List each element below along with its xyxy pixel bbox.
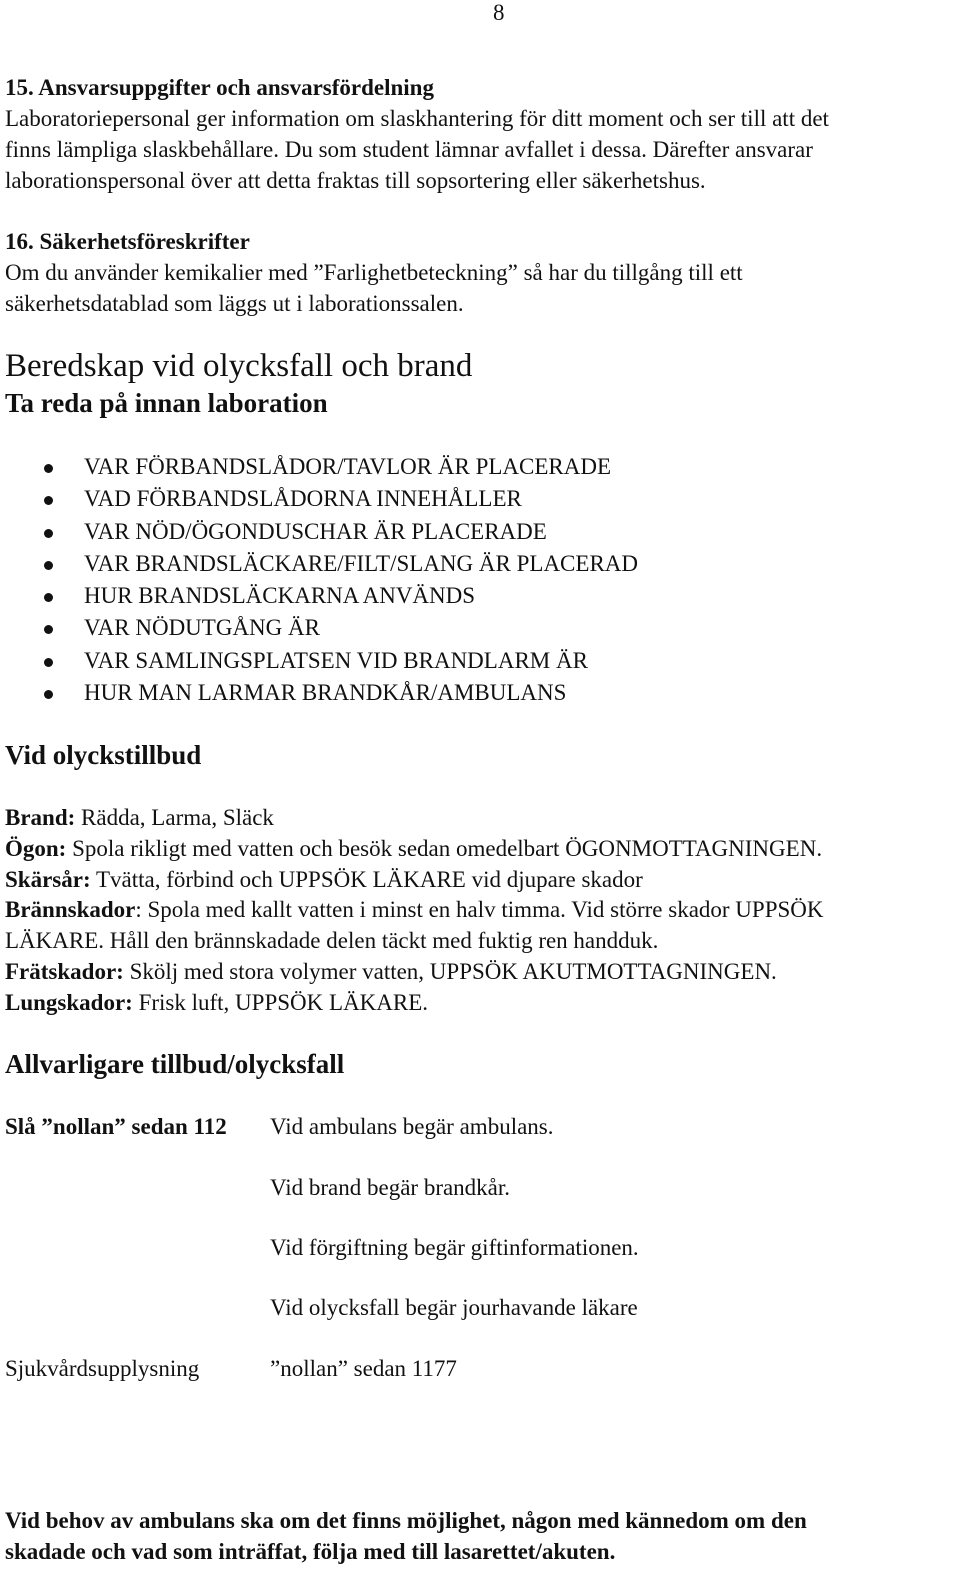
bullet-icon — [44, 690, 53, 699]
list-item-text: HUR MAN LARMAR BRANDKÅR/AMBULANS — [84, 680, 567, 706]
list-item — [0, 612, 638, 644]
page-number: 8 — [493, 0, 505, 25]
injury-row-brannskador — [5, 895, 824, 926]
bullet-icon — [44, 464, 53, 473]
list-item — [0, 580, 638, 612]
preparedness-subtitle: Ta reda på innan laboration — [5, 388, 328, 418]
injury-text: Tvätta, förbind och UPPSÖK LÄKARE vid djupare skador — [90, 866, 643, 892]
list-item-text: VAD FÖRBANDSLÅDORNA INNEHÅLLER — [84, 486, 522, 512]
preparedness-title: Beredskap vid olycksfall och brand — [5, 348, 473, 384]
call-instruction: Vid brand begär brandkår. — [270, 1175, 511, 1200]
list-item — [0, 548, 638, 580]
section-16-line: säkerhetsdatablad som läggs ut i laborationssalen. — [5, 291, 464, 316]
list-item — [0, 483, 638, 515]
injury-text: Skölj med stora volymer vatten, UPPSÖK AKUTMOTTAGNINGEN. — [123, 958, 777, 984]
injury-text: Rädda, Larma, Släck — [75, 805, 274, 830]
injury-row-brannskador-cont: LÄKARE. Håll den brännskadade delen täckt med fuktig ren handduk. — [5, 928, 659, 954]
bullet-icon — [44, 625, 53, 634]
bullet-icon — [44, 496, 53, 505]
injury-row-lungskador — [5, 988, 824, 1019]
list-item — [0, 516, 638, 548]
injury-text: Spola rikligt med vatten och besök sedan omedelbart ÖGONMOTTAGNINGEN. — [66, 835, 823, 861]
injury-label: Ögon: — [5, 835, 67, 861]
list-item-text: VAR FÖRBANDSLÅDOR/TAVLOR ÄR PLACERADE — [84, 454, 612, 479]
injury-row-ogon — [5, 834, 824, 865]
list-item — [0, 677, 638, 709]
injury-label: Lungskador: — [5, 989, 133, 1015]
section-16 — [5, 226, 743, 319]
final-note-line: Vid behov av ambulans ska om det finns möjlighet, någon med kännedom om den — [5, 1508, 807, 1533]
injury-text: Frisk luft, UPPSÖK LÄKARE. — [132, 989, 429, 1015]
call-instruction: Vid ambulans begär ambulans. — [270, 1114, 554, 1139]
section-16-line: Om du använder kemikalier med ”Farlighetbeteckning” så har du tillgång till ett — [5, 260, 743, 285]
health-info-number: ”nollan” sedan 1177 — [270, 1356, 457, 1381]
list-item — [0, 451, 638, 483]
injury-row-fratskador — [5, 957, 824, 988]
section-15-heading: 15. Ansvarsuppgifter och ansvarsfördelning — [5, 75, 434, 100]
final-note — [5, 1505, 807, 1567]
list-item-text: HUR BRANDSLÄCKARNA ANVÄNDS — [84, 583, 476, 609]
list-item-text: VAR SAMLINGSPLATSEN VID BRANDLARM ÄR — [84, 647, 588, 673]
injury-label: Skärsår: — [5, 866, 91, 892]
health-info-label: Sjukvårdsupplysning — [5, 1356, 200, 1381]
call-instruction: Vid olycksfall begär jourhavande läkare — [270, 1295, 638, 1320]
incidents-heading: Vid olyckstillbud — [5, 740, 202, 770]
injury-label: Frätskador: — [5, 958, 124, 984]
injury-label: Brännskador — [5, 897, 136, 923]
section-15-line: laborationspersonal över att detta fraktas till sopsortering eller säkerhetshus. — [5, 168, 706, 193]
list-item-text: VAR NÖD/ÖGONDUSCHAR ÄR PLACERADE — [84, 518, 547, 544]
section-15 — [5, 72, 829, 196]
injury-label: Brand: — [5, 805, 76, 830]
list-item-text: VAR BRANDSLÄCKARE/FILT/SLANG ÄR PLACERAD — [84, 550, 638, 576]
injury-row-skarsar — [5, 865, 824, 896]
injury-instructions — [5, 803, 824, 1019]
serious-heading: Allvarligare tillbud/olycksfall — [5, 1049, 345, 1079]
bullet-icon — [44, 529, 53, 538]
injury-text: : Spola med kallt vatten i minst en halv timma. Vid större skador UPPSÖK — [135, 897, 824, 923]
bullet-icon — [44, 593, 53, 602]
injury-row-brand — [5, 803, 824, 834]
section-15-line: Laboratoriepersonal ger information om slaskhantering för ditt moment och ser till att det — [5, 106, 829, 131]
list-item — [0, 645, 638, 677]
section-16-heading: 16. Säkerhetsföreskrifter — [5, 229, 250, 254]
final-note-line: skadade och vad som inträffat, följa med till lasarettet/akuten. — [5, 1539, 616, 1564]
emergency-number-label: Slå ”nollan” sedan 112 — [5, 1114, 227, 1139]
section-15-line: finns lämpliga slaskbehållare. Du som student lämnar avfallet i dessa. Därefter ansvarar — [5, 137, 813, 162]
bullet-icon — [44, 658, 53, 667]
preparedness-checklist — [0, 451, 638, 709]
bullet-icon — [44, 561, 53, 570]
list-item-text: VAR NÖDUTGÅNG ÄR — [84, 615, 320, 641]
call-instruction: Vid förgiftning begär giftinformationen. — [270, 1235, 639, 1260]
